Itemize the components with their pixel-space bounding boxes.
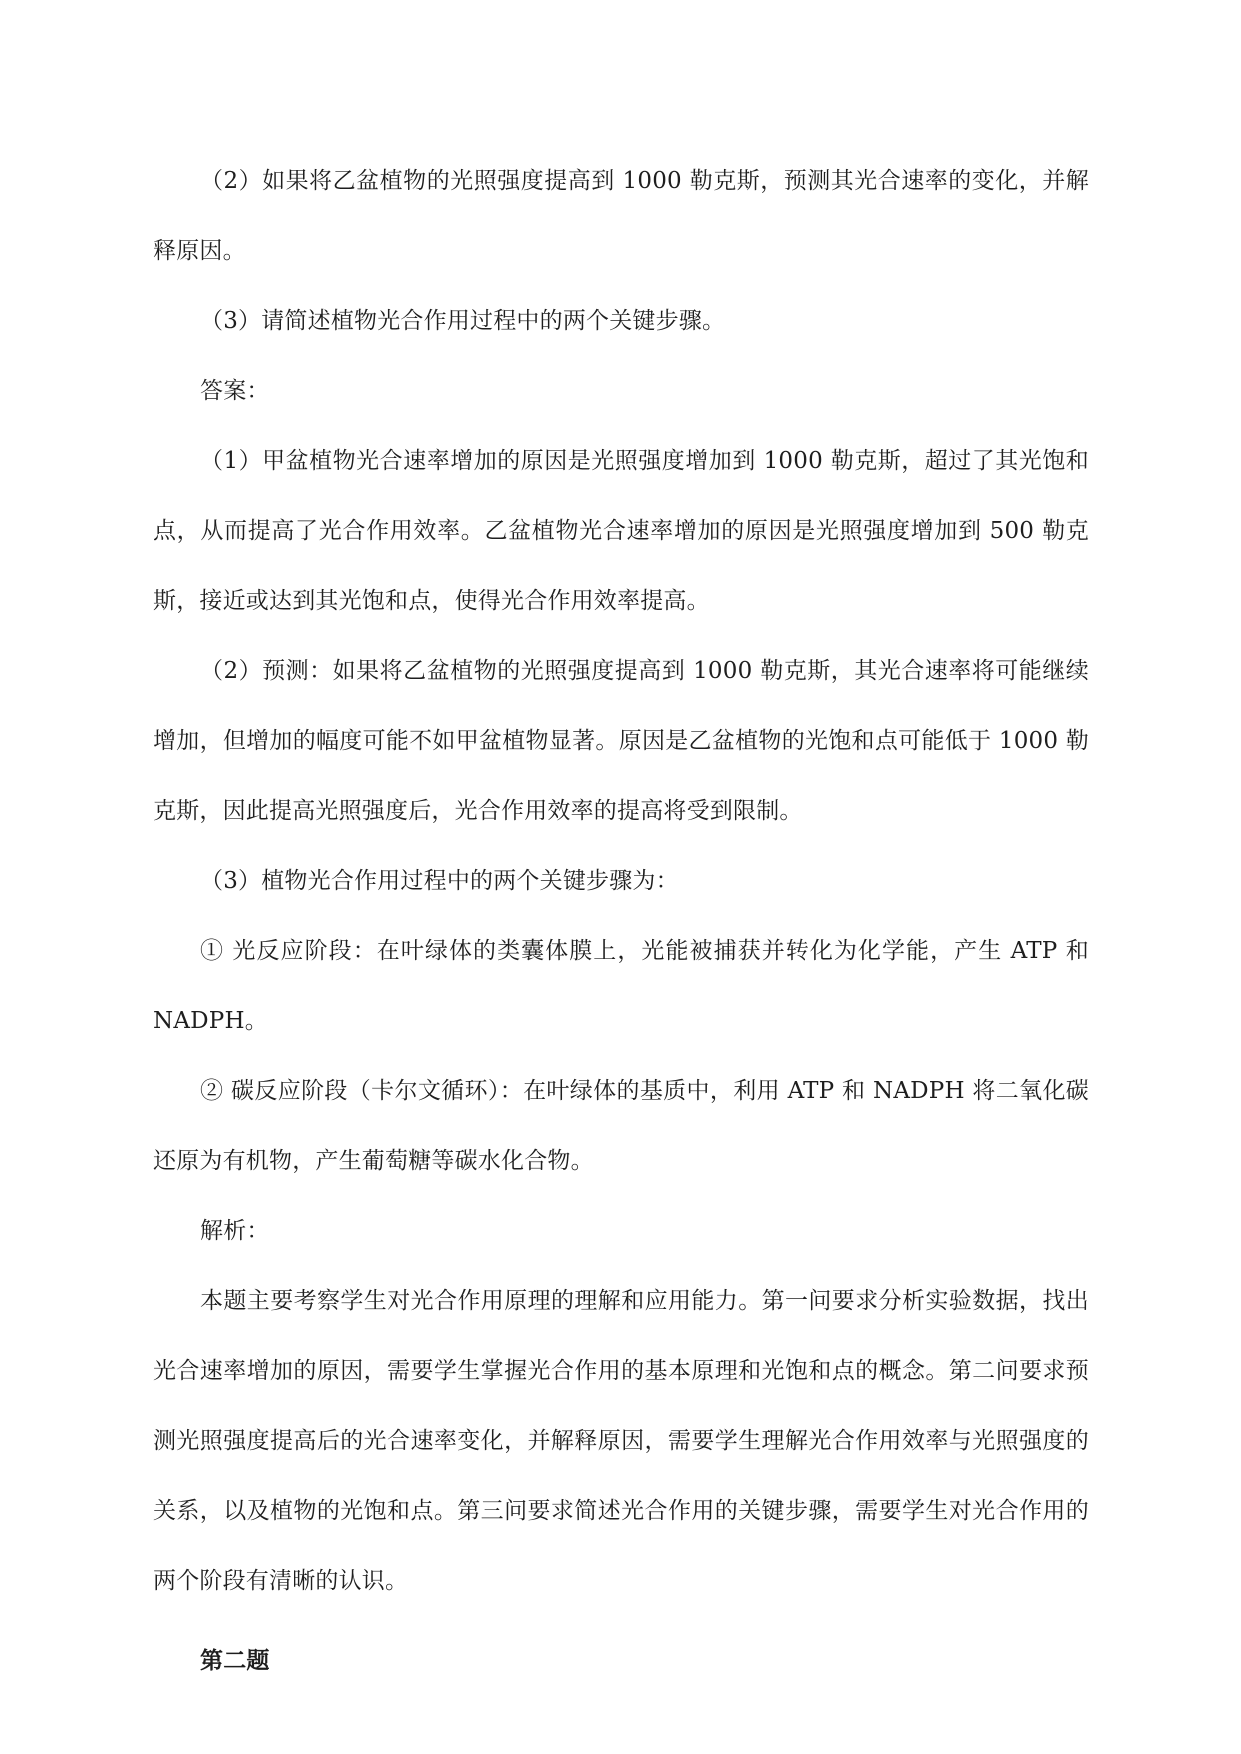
answer-label: 答案：: [200, 378, 270, 404]
analysis-label: 解析：: [200, 1218, 270, 1244]
answer-2-text: （2）预测：如果将乙盆植物的光照强度提高到 1000 勒克斯，其光合速率将可能继续增加，但增加的幅度可能不如甲盆植物显著。原因是乙盆植物的光饱和点可能低于 1000 勒克斯，因此提高光照强度后，光合作用效率的提高将受到限制。: [153, 658, 1089, 824]
question-3-text: （3）请简述植物光合作用过程中的两个关键步骤。: [200, 308, 726, 334]
analysis-text: 本题主要考察学生对光合作用原理的理解和应用能力。第一问要求分析实验数据，找出光合速率增加的原因，需要学生掌握光合作用的基本原理和光饱和点的概念。第二问要求预测光照强度提高后的光合速率变化，并解释原因，需要学生理解光合作用效率与光照强度的关系，以及植物的光饱和点。第三问要求简述光合作用的关键步骤，需要学生对光合作用的两个阶段有清晰的认识。: [153, 1288, 1089, 1594]
answer-3-intro: （3）植物光合作用过程中的两个关键步骤为：: [200, 868, 679, 894]
answer-3-step-1: ① 光反应阶段：在叶绿体的类囊体膜上，光能被捕获并转化为化学能，产生 ATP 和 NADPH。: [153, 938, 1089, 1034]
answer-3-step-2: ② 碳反应阶段（卡尔文循环）：在叶绿体的基质中，利用 ATP 和 NADPH 将二氧化碳还原为有机物，产生葡萄糖等碳水化合物。: [153, 1078, 1089, 1174]
section-heading: 第二题: [200, 1647, 270, 1674]
document-body: [153, 146, 1089, 1696]
answer-1-text: （1）甲盆植物光合速率增加的原因是光照强度增加到 1000 勒克斯，超过了其光饱和点，从而提高了光合作用效率。乙盆植物光合速率增加的原因是光照强度增加到 500 勒克斯，接近或达到其光饱和点，使得光合作用效率提高。: [153, 448, 1089, 614]
question-2-text: （2）如果将乙盆植物的光照强度提高到 1000 勒克斯，预测其光合速率的变化，并解释原因。: [153, 168, 1089, 264]
